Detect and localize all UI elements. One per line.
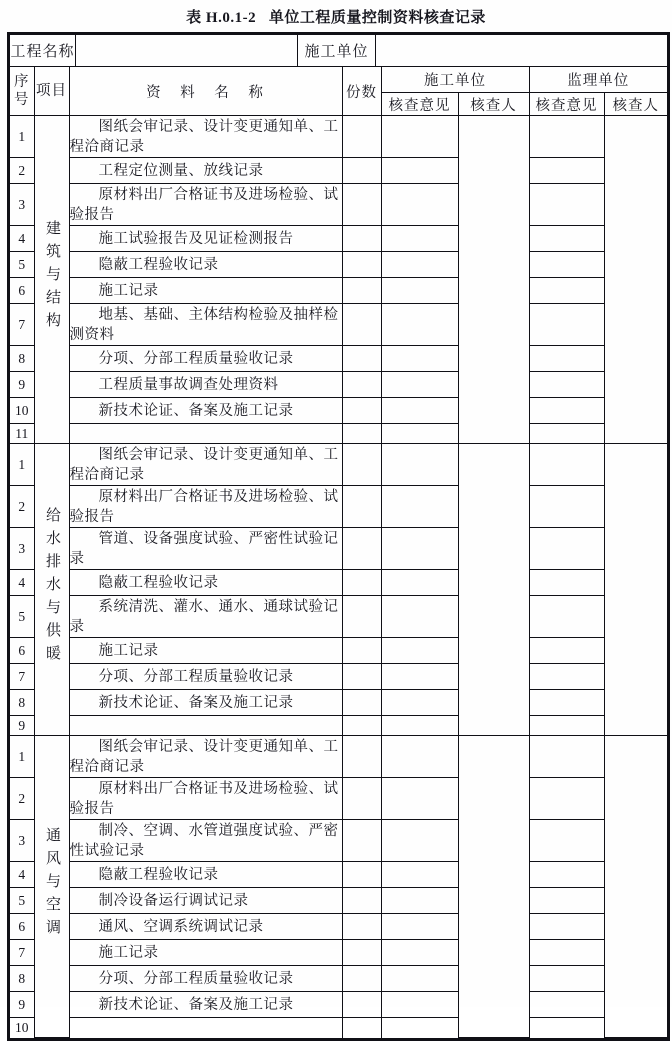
material-name: 系统清洗、灌水、通水、通球试验记录 — [69, 596, 342, 638]
construction-check-opinion-cell — [381, 486, 458, 528]
material-name: 图纸会审记录、设计变更通知单、工程洽商记录 — [69, 116, 342, 158]
supervision-check-opinion-cell — [529, 690, 604, 716]
construction-check-opinion-cell — [381, 736, 458, 778]
supervision-check-opinion-cell — [529, 664, 604, 690]
material-name: 新技术论证、备案及施工记录 — [69, 992, 342, 1018]
row-number: 2 — [10, 486, 34, 528]
row-number: 5 — [10, 596, 34, 638]
material-name: 工程质量事故调查处理资料 — [69, 372, 342, 398]
copies-cell — [342, 424, 381, 444]
supervision-check-opinion-cell — [529, 116, 604, 158]
section-item-text: 通风与空调 — [44, 826, 60, 942]
table-row — [10, 158, 667, 184]
col-header-check-opinion-supervision: 核查意见 — [529, 93, 604, 116]
material-name: 原材料出厂合格证书及进场检验、试验报告 — [69, 486, 342, 528]
construction-check-opinion-cell — [381, 252, 458, 278]
supervision-check-opinion-cell — [529, 716, 604, 736]
row-number: 1 — [10, 444, 34, 486]
row-number: 8 — [10, 966, 34, 992]
copies-cell — [342, 304, 381, 346]
section-item-label — [34, 444, 69, 736]
row-number: 6 — [10, 638, 34, 664]
table-row — [10, 116, 667, 158]
row-number: 9 — [10, 372, 34, 398]
supervision-check-opinion-cell — [529, 1018, 604, 1038]
supervision-check-opinion-cell — [529, 278, 604, 304]
supervision-check-opinion-cell — [529, 596, 604, 638]
table-row — [10, 820, 667, 862]
copies-cell — [342, 778, 381, 820]
supervision-check-opinion-cell — [529, 252, 604, 278]
copies-cell — [342, 116, 381, 158]
table-row — [10, 690, 667, 716]
material-name: 施工试验报告及见证检测报告 — [69, 226, 342, 252]
construction-check-opinion-cell — [381, 888, 458, 914]
supervision-check-opinion-cell — [529, 914, 604, 940]
construction-check-opinion-cell — [381, 116, 458, 158]
table-row — [10, 638, 667, 664]
supervision-check-opinion-cell — [529, 444, 604, 486]
section-item-label — [34, 116, 69, 444]
material-name: 施工记录 — [69, 278, 342, 304]
material-name: 制冷设备运行调试记录 — [69, 888, 342, 914]
table-row — [10, 184, 667, 226]
material-name: 工程定位测量、放线记录 — [69, 158, 342, 184]
supervision-check-opinion-cell — [529, 158, 604, 184]
row-number: 8 — [10, 690, 34, 716]
copies-cell — [342, 184, 381, 226]
row-number: 1 — [10, 736, 34, 778]
material-name: 图纸会审记录、设计变更通知单、工程洽商记录 — [69, 444, 342, 486]
material-name: 施工记录 — [69, 940, 342, 966]
construction-check-opinion-cell — [381, 690, 458, 716]
table-row — [10, 486, 667, 528]
material-name: 图纸会审记录、设计变更通知单、工程洽商记录 — [69, 736, 342, 778]
table-row — [10, 1018, 667, 1038]
copies-cell — [342, 486, 381, 528]
row-number: 5 — [10, 252, 34, 278]
construction-check-opinion-cell — [381, 278, 458, 304]
supervision-check-opinion-cell — [529, 966, 604, 992]
table-row — [10, 398, 667, 424]
material-name — [69, 1018, 342, 1038]
row-number: 9 — [10, 716, 34, 736]
copies-cell — [342, 940, 381, 966]
section-item-text: 建筑与结构 — [44, 219, 60, 335]
table-row — [10, 372, 667, 398]
material-name: 隐蔽工程验收记录 — [69, 570, 342, 596]
construction-check-opinion-cell — [381, 158, 458, 184]
row-number: 2 — [10, 778, 34, 820]
construction-check-opinion-cell — [381, 638, 458, 664]
material-name: 隐蔽工程验收记录 — [69, 252, 342, 278]
construction-check-opinion-cell — [381, 664, 458, 690]
material-name: 新技术论证、备案及施工记录 — [69, 690, 342, 716]
supervision-check-opinion-cell — [529, 638, 604, 664]
table-row — [10, 966, 667, 992]
row-number: 4 — [10, 226, 34, 252]
construction-check-opinion-cell — [381, 424, 458, 444]
construction-check-opinion-cell — [381, 966, 458, 992]
supervision-check-opinion-cell — [529, 424, 604, 444]
col-header-checker-supervision: 核查人 — [604, 93, 667, 116]
col-header-construction-unit: 施工单位 — [381, 67, 529, 93]
checklist-table — [7, 32, 670, 1041]
col-header-check-opinion-construction: 核查意见 — [381, 93, 458, 116]
row-number: 4 — [10, 862, 34, 888]
table-row — [10, 570, 667, 596]
material-name: 地基、基础、主体结构检验及抽样检测资料 — [69, 304, 342, 346]
project-name-value — [76, 35, 298, 66]
construction-check-opinion-cell — [381, 184, 458, 226]
table-row — [10, 914, 667, 940]
row-number: 6 — [10, 278, 34, 304]
supervision-check-opinion-cell — [529, 570, 604, 596]
material-name: 新技术论证、备案及施工记录 — [69, 398, 342, 424]
row-number: 2 — [10, 158, 34, 184]
supervision-check-opinion-cell — [529, 778, 604, 820]
copies-cell — [342, 398, 381, 424]
table-row — [10, 346, 667, 372]
table-row — [10, 778, 667, 820]
construction-checker-cell — [458, 116, 529, 444]
row-number: 5 — [10, 888, 34, 914]
copies-cell — [342, 638, 381, 664]
copies-cell — [342, 966, 381, 992]
col-header-supervision-unit: 监理单位 — [529, 67, 667, 93]
table-row — [10, 226, 667, 252]
copies-cell — [342, 444, 381, 486]
row-number: 9 — [10, 992, 34, 1018]
copies-cell — [342, 278, 381, 304]
row-number: 11 — [10, 424, 34, 444]
table-row — [10, 940, 667, 966]
copies-cell — [342, 690, 381, 716]
construction-check-opinion-cell — [381, 372, 458, 398]
table-title: 表 H.0.1-2 单位工程质量控制资料核查记录 — [186, 10, 486, 26]
material-name: 原材料出厂合格证书及进场检验、试验报告 — [69, 184, 342, 226]
supervision-check-opinion-cell — [529, 940, 604, 966]
construction-check-opinion-cell — [381, 1018, 458, 1038]
row-number: 3 — [10, 184, 34, 226]
row-number: 7 — [10, 664, 34, 690]
table-row — [10, 528, 667, 570]
construction-check-opinion-cell — [381, 820, 458, 862]
section-item-label — [34, 736, 69, 1038]
copies-cell — [342, 888, 381, 914]
table-row — [10, 424, 667, 444]
construction-unit-value — [376, 35, 667, 66]
supervision-check-opinion-cell — [529, 304, 604, 346]
supervision-check-opinion-cell — [529, 736, 604, 778]
copies-cell — [342, 158, 381, 184]
construction-check-opinion-cell — [381, 596, 458, 638]
copies-cell — [342, 992, 381, 1018]
supervision-check-opinion-cell — [529, 372, 604, 398]
supervision-check-opinion-cell — [529, 820, 604, 862]
section-item-text: 给水排水与供暖 — [44, 506, 60, 668]
row-number: 7 — [10, 940, 34, 966]
table-row — [10, 862, 667, 888]
table-row — [10, 736, 667, 778]
project-name-label: 工程名称 — [10, 35, 76, 66]
row-number: 10 — [10, 1018, 34, 1038]
construction-check-opinion-cell — [381, 940, 458, 966]
supervision-checker-cell — [604, 116, 667, 444]
supervision-check-opinion-cell — [529, 486, 604, 528]
copies-cell — [342, 528, 381, 570]
copies-cell — [342, 570, 381, 596]
construction-check-opinion-cell — [381, 304, 458, 346]
row-number: 6 — [10, 914, 34, 940]
construction-check-opinion-cell — [381, 346, 458, 372]
col-header-item: 项目 — [34, 67, 69, 116]
construction-check-opinion-cell — [381, 992, 458, 1018]
row-number: 4 — [10, 570, 34, 596]
supervision-check-opinion-cell — [529, 184, 604, 226]
copies-cell — [342, 1018, 381, 1038]
construction-check-opinion-cell — [381, 444, 458, 486]
supervision-check-opinion-cell — [529, 992, 604, 1018]
row-number: 7 — [10, 304, 34, 346]
construction-check-opinion-cell — [381, 226, 458, 252]
row-number: 3 — [10, 820, 34, 862]
material-name — [69, 716, 342, 736]
table-row — [10, 716, 667, 736]
supervision-checker-cell — [604, 444, 667, 736]
copies-cell — [342, 252, 381, 278]
col-header-seq: 序号 — [10, 67, 34, 116]
table-row — [10, 278, 667, 304]
material-name: 分项、分部工程质量验收记录 — [69, 966, 342, 992]
copies-cell — [342, 372, 381, 398]
construction-check-opinion-cell — [381, 778, 458, 820]
table-row — [10, 992, 667, 1018]
row-number: 8 — [10, 346, 34, 372]
material-name: 制冷、空调、水管道强度试验、严密性试验记录 — [69, 820, 342, 862]
copies-cell — [342, 736, 381, 778]
col-header-copies: 份数 — [342, 67, 381, 116]
copies-cell — [342, 226, 381, 252]
table-row — [10, 664, 667, 690]
supervision-check-opinion-cell — [529, 888, 604, 914]
row-number: 1 — [10, 116, 34, 158]
copies-cell — [342, 914, 381, 940]
copies-cell — [342, 664, 381, 690]
row-number: 3 — [10, 528, 34, 570]
material-name — [69, 424, 342, 444]
material-name: 管道、设备强度试验、严密性试验记录 — [69, 528, 342, 570]
construction-check-opinion-cell — [381, 528, 458, 570]
construction-check-opinion-cell — [381, 570, 458, 596]
material-name: 通风、空调系统调试记录 — [69, 914, 342, 940]
material-name: 原材料出厂合格证书及进场检验、试验报告 — [69, 778, 342, 820]
construction-check-opinion-cell — [381, 914, 458, 940]
table-row — [10, 888, 667, 914]
material-name: 分项、分部工程质量验收记录 — [69, 346, 342, 372]
supervision-checker-cell — [604, 736, 667, 1038]
material-name: 分项、分部工程质量验收记录 — [69, 664, 342, 690]
supervision-check-opinion-cell — [529, 398, 604, 424]
construction-check-opinion-cell — [381, 862, 458, 888]
col-header-checker-construction: 核查人 — [458, 93, 529, 116]
table-row — [10, 444, 667, 486]
info-row — [10, 35, 667, 67]
copies-cell — [342, 820, 381, 862]
row-number: 10 — [10, 398, 34, 424]
copies-cell — [342, 716, 381, 736]
supervision-check-opinion-cell — [529, 862, 604, 888]
material-name: 施工记录 — [69, 638, 342, 664]
construction-checker-cell — [458, 736, 529, 1038]
construction-check-opinion-cell — [381, 716, 458, 736]
table-row — [10, 596, 667, 638]
copies-cell — [342, 862, 381, 888]
construction-checker-cell — [458, 444, 529, 736]
construction-unit-label: 施工单位 — [298, 35, 376, 66]
supervision-check-opinion-cell — [529, 528, 604, 570]
supervision-check-opinion-cell — [529, 226, 604, 252]
table-row — [10, 252, 667, 278]
construction-check-opinion-cell — [381, 398, 458, 424]
material-name: 隐蔽工程验收记录 — [69, 862, 342, 888]
table-row — [10, 304, 667, 346]
copies-cell — [342, 346, 381, 372]
records-grid — [10, 67, 667, 1038]
supervision-check-opinion-cell — [529, 346, 604, 372]
copies-cell — [342, 596, 381, 638]
col-header-material-name: 资 料 名 称 — [69, 67, 342, 116]
